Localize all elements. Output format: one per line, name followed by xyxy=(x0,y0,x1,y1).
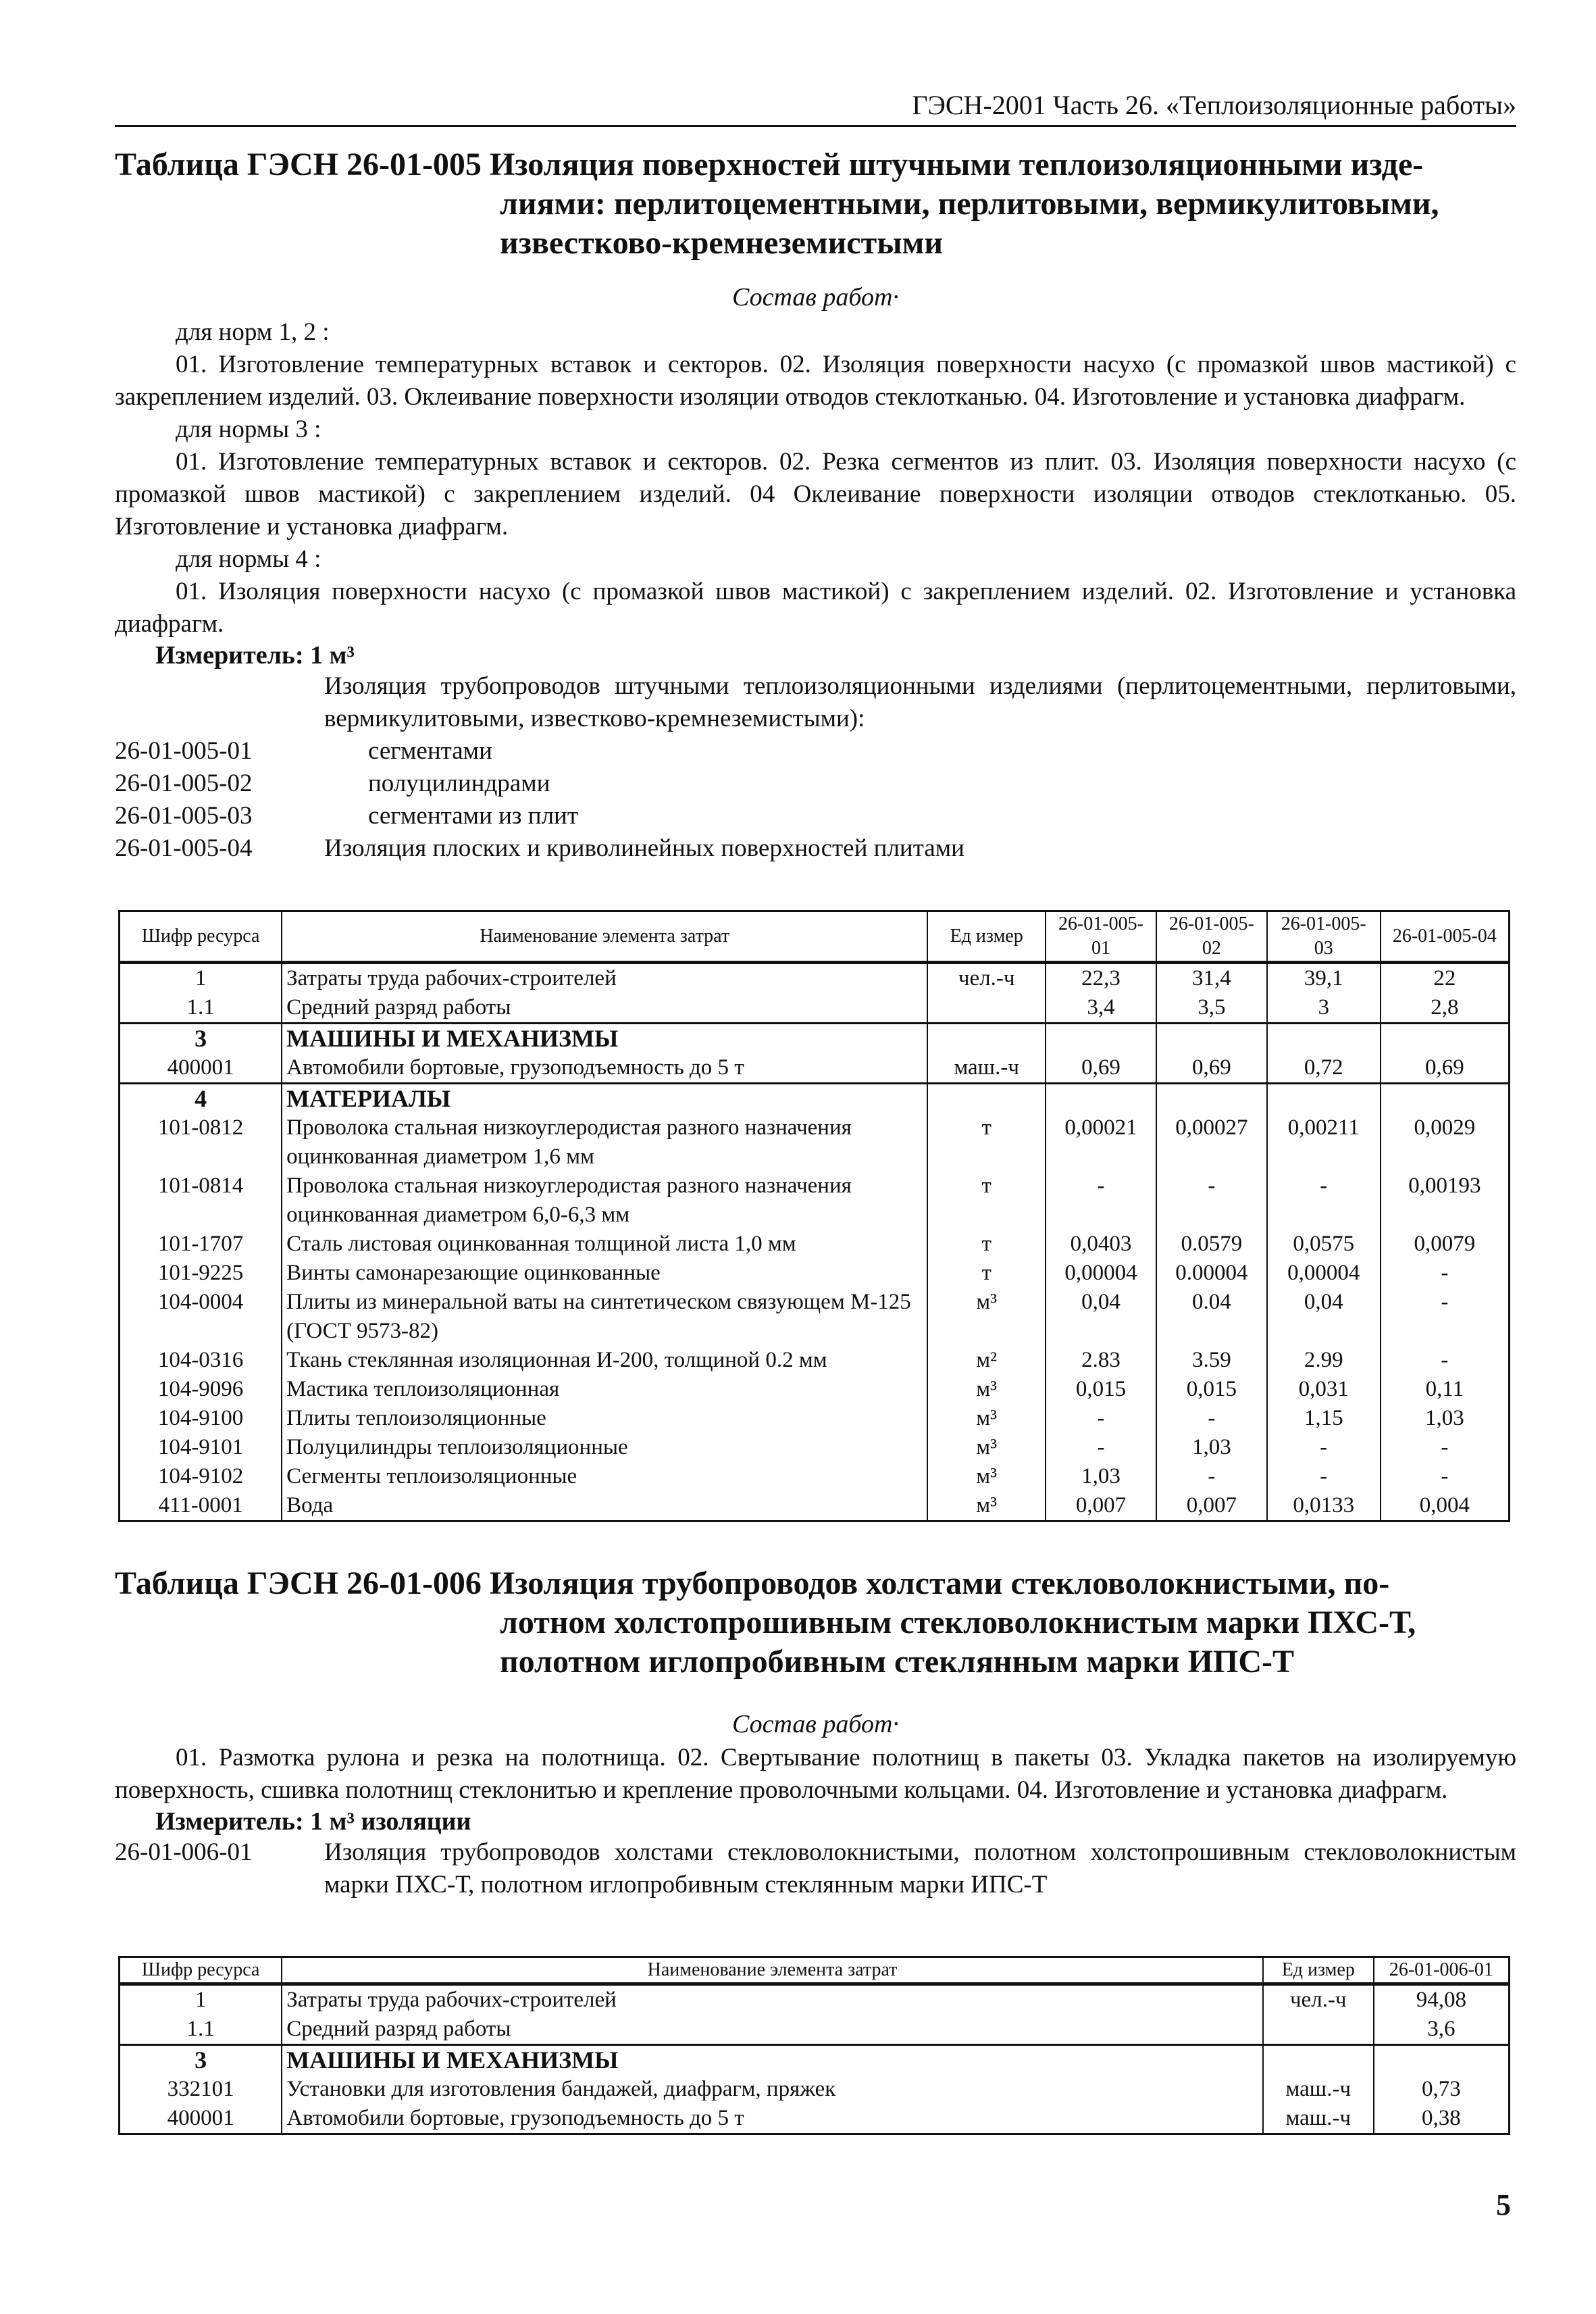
unit: т xyxy=(927,1230,1046,1259)
column-header: Ед измер xyxy=(927,911,1046,963)
norm-value: - xyxy=(1156,1172,1267,1230)
works-heading: Состав работ· xyxy=(732,1710,899,1738)
table-row xyxy=(120,1113,1510,1172)
norm-desc: Изоляция трубопроводов холстами стекловолокнистыми, полотном холстопрошивным стекловолокнистым марки ПХС-Т, полотном иглопробивным стеклянным марки ИПС-Т xyxy=(324,1838,1516,1898)
norm-value: 0,015 xyxy=(1046,1375,1156,1404)
resource-code: 101-1707 xyxy=(120,1230,282,1259)
norm-value: - xyxy=(1156,1404,1267,1433)
norm-value: 0,00027 xyxy=(1156,1113,1267,1172)
unit: т xyxy=(927,1259,1046,1288)
table1-id: Таблица ГЭСН 26-01-005 xyxy=(115,147,482,182)
norm-value xyxy=(1374,2045,1510,2076)
resource-name: Автомобили бортовые, грузоподъемность до 5 т xyxy=(282,2104,1263,2134)
norm-value: 0,11 xyxy=(1381,1375,1510,1404)
resource-code: 332101 xyxy=(120,2075,282,2104)
resource-name: Вода xyxy=(282,1491,927,1521)
resource-table-1 xyxy=(118,910,1510,1522)
norm-value: 0,015 xyxy=(1156,1375,1267,1404)
norm-value: 3,6 xyxy=(1374,2015,1510,2045)
title-line3: известково-кремнеземистыми xyxy=(500,225,944,261)
norm-value: 3,5 xyxy=(1156,993,1267,1024)
resource-code: 400001 xyxy=(120,1053,282,1084)
norm-value: 0,0575 xyxy=(1267,1230,1381,1259)
resource-code: 3 xyxy=(120,1024,282,1054)
unit: м³ xyxy=(927,1288,1046,1346)
norm-value: 0.00004 xyxy=(1156,1259,1267,1288)
norm-value: 0,69 xyxy=(1046,1053,1156,1084)
resource-name: Ткань стеклянная изоляционная И-200, толщиной 0.2 мм xyxy=(282,1346,927,1375)
norm-value: 0.0579 xyxy=(1156,1230,1267,1259)
norm-value: - xyxy=(1381,1288,1510,1346)
table2-title xyxy=(115,1564,1520,1682)
table-row xyxy=(120,1404,1510,1433)
norm-value: - xyxy=(1267,1462,1381,1491)
norm-value xyxy=(1381,1084,1510,1114)
norm-code-item xyxy=(115,768,1516,800)
norm-value: 0,004 xyxy=(1381,1491,1510,1521)
norm-value: 1,03 xyxy=(1381,1404,1510,1433)
resource-name: Проволока стальная низкоуглеродистая разного назначения оцинкованная диаметром 1,6 мм xyxy=(282,1113,927,1172)
norm-value: - xyxy=(1267,1433,1381,1462)
table-row xyxy=(120,1259,1510,1288)
table1-title xyxy=(115,145,1520,263)
norm-value: 0,00193 xyxy=(1381,1172,1510,1230)
norm-value xyxy=(1267,1024,1381,1054)
measure-unit: Измеритель: 1 м³ xyxy=(155,641,355,670)
norm-label: для норм 1, 2 : xyxy=(176,318,330,346)
works-text: 01. Размотка рулона и резка на полотнища. 02. Свертывание полотнищ в пакеты 03. Укладка пакетов на изолируемую поверхность, сшивка полотнищ стеклонитью и крепление проволочными кольцами. 04. Изготовление и установка диафрагм. xyxy=(115,1744,1516,1804)
norm-value: 0,00021 xyxy=(1046,1113,1156,1172)
resource-code: 104-9102 xyxy=(120,1462,282,1491)
unit: м³ xyxy=(927,1404,1046,1433)
title-line3: полотном иглопробивным стеклянным марки ИПС-Т xyxy=(500,1644,1294,1680)
table-row xyxy=(120,993,1510,1024)
table-row xyxy=(120,1375,1510,1404)
resource-code: 101-0812 xyxy=(120,1113,282,1172)
table-row xyxy=(120,963,1510,994)
resource-name: Затраты труда рабочих-строителей xyxy=(282,1984,1263,2015)
resource-name: Автомобили бортовые, грузоподъемность до 5 т xyxy=(282,1053,927,1084)
running-header: ГЭСН-2001 Часть 26. «Теплоизоляционные работы» xyxy=(115,89,1516,127)
table-row xyxy=(120,2045,1510,2076)
resource-code: 1 xyxy=(120,1984,282,2015)
resource-table-2 xyxy=(118,1956,1510,2135)
title-line1: Изоляция поверхностей штучными теплоизоляционными изде- xyxy=(489,147,1424,182)
unit xyxy=(1263,2015,1374,2045)
title-line2: лиями: перлитоцементными, перлитовыми, вермикулитовыми, xyxy=(500,186,1439,222)
resource-name: МАШИНЫ И МЕХАНИЗМЫ xyxy=(282,2045,1263,2076)
unit: маш.-ч xyxy=(927,1053,1046,1084)
norm-value: 0.04 xyxy=(1156,1288,1267,1346)
resource-name: Сталь листовая оцинкованная толщиной листа 1,0 мм xyxy=(282,1230,927,1259)
column-header: 26-01-005-03 xyxy=(1267,911,1381,963)
resource-name: Проволока стальная низкоуглеродистая разного назначения оцинкованная диаметром 6,0-6,3 мм xyxy=(282,1172,927,1230)
norm-value: 3 xyxy=(1267,993,1381,1024)
column-header: Шифр ресурса xyxy=(120,1957,282,1984)
resource-code: 104-9101 xyxy=(120,1433,282,1462)
table-row xyxy=(120,1172,1510,1230)
norm-desc: полуцилиндрами xyxy=(368,770,550,797)
resource-code: 1.1 xyxy=(120,2015,282,2045)
unit: м² xyxy=(927,1346,1046,1375)
norm-value xyxy=(1156,1084,1267,1114)
norm-code-item xyxy=(115,800,1516,832)
table-row xyxy=(120,1491,1510,1521)
norm-value: - xyxy=(1267,1172,1381,1230)
norm-value: 22 xyxy=(1381,963,1510,994)
norm-value: - xyxy=(1046,1404,1156,1433)
unit: м³ xyxy=(927,1462,1046,1491)
unit: м³ xyxy=(927,1433,1046,1462)
table2-id: Таблица ГЭСН 26-01-006 xyxy=(115,1565,482,1601)
norm-desc: Изоляция плоских и криволинейных поверхностей плитами xyxy=(324,834,964,862)
resource-code: 400001 xyxy=(120,2104,282,2134)
norm-value: 0,007 xyxy=(1046,1491,1156,1521)
norm-code-item xyxy=(115,1836,1516,1901)
resource-name: Средний разряд работы xyxy=(282,993,927,1024)
norm-value: - xyxy=(1046,1172,1156,1230)
title-line2: лотном холстопрошивным стекловолокнистым марки ПХС-Т, xyxy=(500,1605,1416,1640)
norm-value: 2.99 xyxy=(1267,1346,1381,1375)
norm-desc: сегментами из плит xyxy=(368,802,579,830)
norm-code: 26-01-005-03 xyxy=(115,802,253,830)
norm-value: 0,0079 xyxy=(1381,1230,1510,1259)
norm-value: 0,00211 xyxy=(1267,1113,1381,1172)
table-row xyxy=(120,1462,1510,1491)
column-header: 26-01-005-02 xyxy=(1156,911,1267,963)
norm-value: - xyxy=(1046,1433,1156,1462)
norm-label: для нормы 4 : xyxy=(176,545,321,573)
norm-text: 01. Изготовление температурных вставок и секторов. 02. Резка сегментов из плит. 03. Изоляция поверхности насухо (с промазкой швов мастикой) с закреплением изделий. 04 Оклеивание поверхности изоляции отводов стеклотканью. 05. Изготовление и установка диафрагм. xyxy=(115,448,1516,540)
column-header: Шифр ресурса xyxy=(120,911,282,963)
table-row xyxy=(120,1230,1510,1259)
resource-name: Средний разряд работы xyxy=(282,2015,1263,2045)
column-header: 26-01-006-01 xyxy=(1374,1957,1510,1984)
norm-value: 0,0029 xyxy=(1381,1113,1510,1172)
resource-code: 411-0001 xyxy=(120,1491,282,1521)
table-row xyxy=(120,1346,1510,1375)
norm-value: 0,007 xyxy=(1156,1491,1267,1521)
norm-value: 2.83 xyxy=(1046,1346,1156,1375)
resource-name: МАШИНЫ И МЕХАНИЗМЫ xyxy=(282,1024,927,1054)
table-row xyxy=(120,2104,1510,2134)
norm-code-item xyxy=(115,832,1516,865)
norm-value: 3.59 xyxy=(1156,1346,1267,1375)
norm-value: 0,72 xyxy=(1267,1053,1381,1084)
norm-value: 0,04 xyxy=(1267,1288,1381,1346)
works-heading: Состав работ· xyxy=(732,283,899,311)
norm-value: - xyxy=(1381,1346,1510,1375)
unit: чел.-ч xyxy=(927,963,1046,994)
norm-value: 0,69 xyxy=(1381,1053,1510,1084)
norm-value: 94,08 xyxy=(1374,1984,1510,2015)
norm-value: 0,73 xyxy=(1374,2075,1510,2104)
norm-value: 22,3 xyxy=(1046,963,1156,994)
table-row xyxy=(120,1984,1510,2015)
unit xyxy=(927,1024,1046,1054)
norm-value: 39,1 xyxy=(1267,963,1381,994)
norm-value: 1,15 xyxy=(1267,1404,1381,1433)
norm-value: 0,031 xyxy=(1267,1375,1381,1404)
norm-value: 0,0403 xyxy=(1046,1230,1156,1259)
norm-value: - xyxy=(1381,1259,1510,1288)
unit xyxy=(1263,2045,1374,2076)
norm-value: 0,00004 xyxy=(1267,1259,1381,1288)
norm-value xyxy=(1381,1024,1510,1054)
intro-text: Изоляция трубопроводов штучными теплоизоляционными изделиями (перлитоцементными, перлитовыми, вермикулитовыми, известково-кремнеземистыми): xyxy=(324,672,1516,732)
norm-code: 26-01-005-04 xyxy=(115,834,253,862)
resource-name: Мастика теплоизоляционная xyxy=(282,1375,927,1404)
norm-value: 0,69 xyxy=(1156,1053,1267,1084)
norm-code-item xyxy=(115,735,1516,768)
resource-code: 101-9225 xyxy=(120,1259,282,1288)
unit: чел.-ч xyxy=(1263,1984,1374,2015)
resource-name: МАТЕРИАЛЫ xyxy=(282,1084,927,1114)
table-row xyxy=(120,1084,1510,1114)
column-header: 26-01-005-04 xyxy=(1381,911,1510,963)
norm-value: 2,8 xyxy=(1381,993,1510,1024)
norm-code: 26-01-005-02 xyxy=(115,770,253,797)
norm-value: 0,00004 xyxy=(1046,1259,1156,1288)
norm-text: 01. Изготовление температурных вставок и секторов. 02. Изоляция поверхности насухо (с промазкой швов мастикой) с закреплением изделий. 03. Оклеивание поверхности изоляции отводов стеклотканью. 04. Изготовление и установка диафрагм. xyxy=(115,351,1516,411)
resource-name: Затраты труда рабочих-строителей xyxy=(282,963,927,994)
resource-name: Сегменты теплоизоляционные xyxy=(282,1462,927,1491)
resource-code: 104-0316 xyxy=(120,1346,282,1375)
norm-value: 1,03 xyxy=(1156,1433,1267,1462)
norm-label: для нормы 3 : xyxy=(176,416,321,443)
norm-value: - xyxy=(1381,1433,1510,1462)
norm-value xyxy=(1046,1084,1156,1114)
table-row xyxy=(120,1288,1510,1346)
norm-value: - xyxy=(1156,1462,1267,1491)
resource-code: 1.1 xyxy=(120,993,282,1024)
resource-name: Плиты из минеральной ваты на синтетическом связующем М-125 (ГОСТ 9573-82) xyxy=(282,1288,927,1346)
unit: м³ xyxy=(927,1491,1046,1521)
norm-value: 1,03 xyxy=(1046,1462,1156,1491)
resource-code: 101-0814 xyxy=(120,1172,282,1230)
table-row xyxy=(120,1053,1510,1084)
resource-name: Винты самонарезающие оцинкованные xyxy=(282,1259,927,1288)
column-header: Наименование элемента затрат xyxy=(282,1957,1263,1984)
table-row xyxy=(120,2075,1510,2104)
norm-text: 01. Изоляция поверхности насухо (с промазкой швов мастикой) с закреплением изделий. 02. Изготовление и установка диафрагм. xyxy=(115,578,1516,638)
resource-code: 1 xyxy=(120,963,282,994)
unit xyxy=(927,1084,1046,1114)
unit: м³ xyxy=(927,1375,1046,1404)
resource-code: 4 xyxy=(120,1084,282,1114)
table-row xyxy=(120,1433,1510,1462)
unit: т xyxy=(927,1113,1046,1172)
norm-value: 31,4 xyxy=(1156,963,1267,994)
table-row xyxy=(120,2015,1510,2045)
norm-value: 3,4 xyxy=(1046,993,1156,1024)
column-header: Ед измер xyxy=(1263,1957,1374,1984)
unit: маш.-ч xyxy=(1263,2075,1374,2104)
unit xyxy=(927,993,1046,1024)
resource-name: Установки для изготовления бандажей, диафрагм, пряжек xyxy=(282,2075,1263,2104)
resource-code: 104-9096 xyxy=(120,1375,282,1404)
norm-value: 0,04 xyxy=(1046,1288,1156,1346)
resource-code: 104-9100 xyxy=(120,1404,282,1433)
unit: маш.-ч xyxy=(1263,2104,1374,2134)
column-header: 26-01-005-01 xyxy=(1046,911,1156,963)
title-line1: Изоляция трубопроводов холстами стекловолокнистыми, по- xyxy=(489,1565,1390,1601)
norm-value xyxy=(1046,1024,1156,1054)
norm-value xyxy=(1156,1024,1267,1054)
norm-desc: сегментами xyxy=(368,737,492,765)
norm-code: 26-01-005-01 xyxy=(115,737,253,765)
table-row xyxy=(120,1024,1510,1054)
norm-value: 0,38 xyxy=(1374,2104,1510,2134)
column-header: Наименование элемента затрат xyxy=(282,911,927,963)
norm-code-list xyxy=(115,735,1516,865)
resource-code: 3 xyxy=(120,2045,282,2076)
norm-code: 26-01-006-01 xyxy=(115,1838,253,1866)
resource-name: Полуцилиндры теплоизоляционные xyxy=(282,1433,927,1462)
norm-value xyxy=(1267,1084,1381,1114)
norm-value: 0,0133 xyxy=(1267,1491,1381,1521)
page-number: 5 xyxy=(1496,2188,1511,2221)
resource-code: 104-0004 xyxy=(120,1288,282,1346)
unit: т xyxy=(927,1172,1046,1230)
norm-value: - xyxy=(1381,1462,1510,1491)
resource-name: Плиты теплоизоляционные xyxy=(282,1404,927,1433)
measure-unit: Измеритель: 1 м³ изоляции xyxy=(155,1807,471,1836)
